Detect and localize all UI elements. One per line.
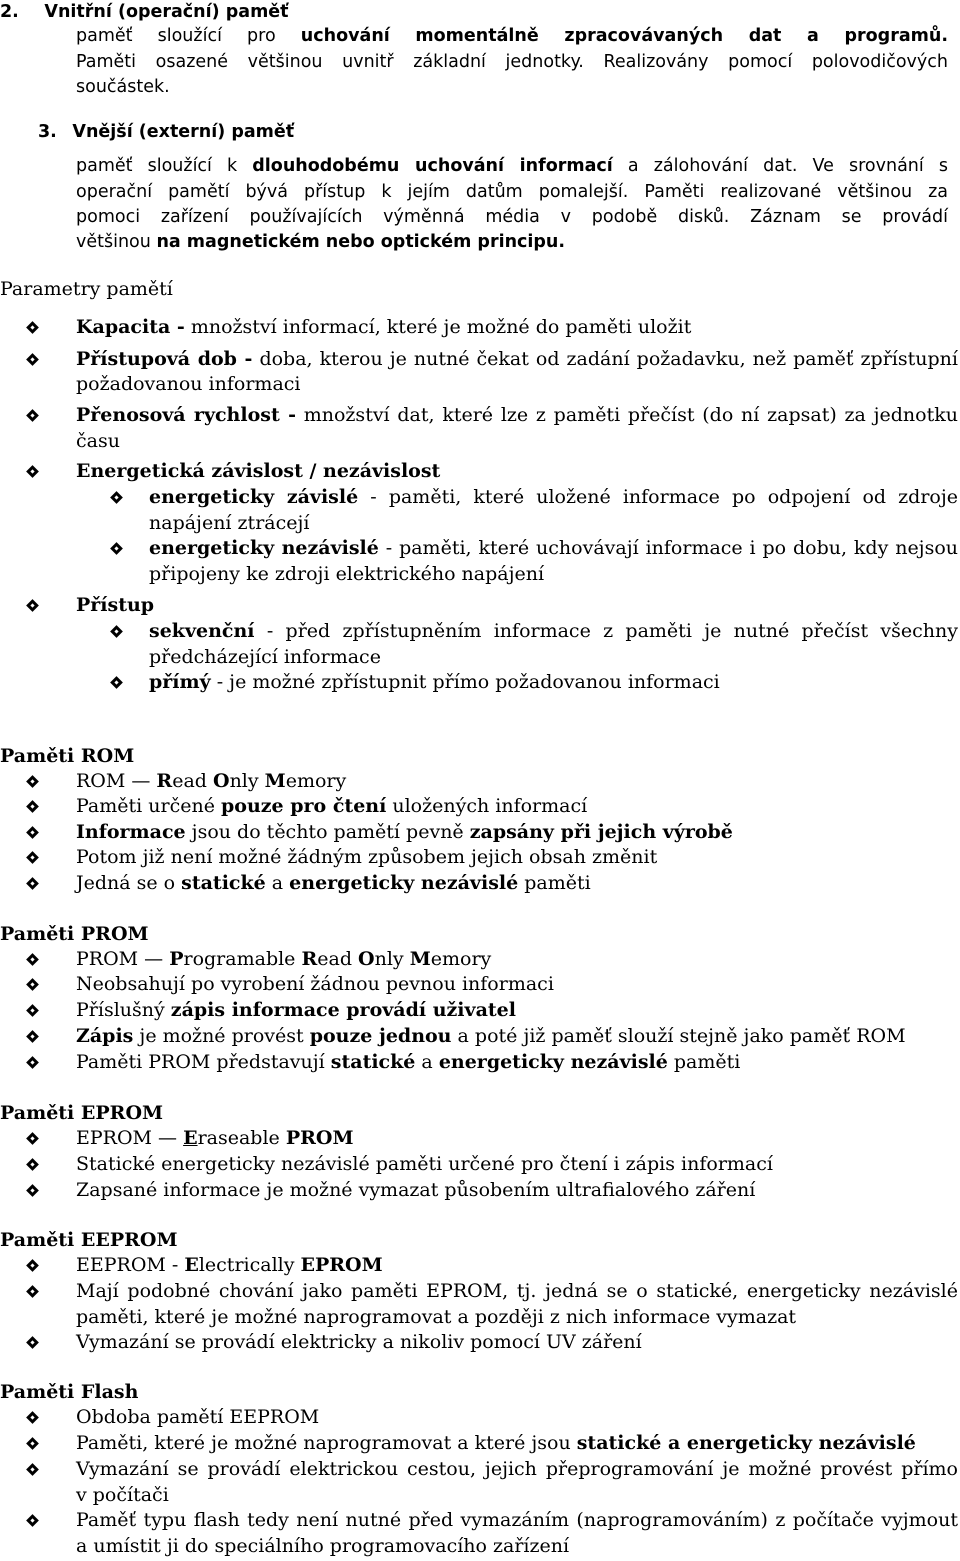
prom-heading: Paměti PROM [0, 923, 149, 945]
diamond-bullet-icon [26, 775, 39, 788]
flash-item-4-cont: a umístit ji do speciálního programovacího zařízení [76, 1535, 570, 1557]
section-2-line-3: součástek. [76, 77, 170, 97]
eprom-item-3: Zapsané informace je možné vymazat působením ultrafialového záření [76, 1179, 756, 1201]
section-3-number: 3. [38, 122, 57, 142]
diamond-bullet-icon [26, 1184, 39, 1197]
section-2-line-2: Paměti osazené většinou uvnitř základní jednotky. Realizovány pomocí polovodičových [76, 52, 948, 72]
diamond-bullet-icon [26, 353, 39, 366]
param-prenosova-rychlost: Přenosová rychlost - množství dat, které lze z paměti přečíst (do ní zapsat) za jednotku [76, 404, 958, 426]
param-pristupova-doba: Přístupová dob - doba, kterou je nutné čekat od zadání požadavku, než paměť zpřístupní [76, 348, 958, 370]
section-3-heading [38, 124, 294, 142]
eeprom-heading: Paměti EEPROM [0, 1229, 178, 1251]
rom-item-3: Informace jsou do těchto pamětí pevně zapsány při jejich výrobě [76, 821, 733, 843]
rom-heading: Paměti ROM [0, 745, 135, 767]
diamond-bullet-icon [26, 1132, 39, 1145]
flash-item-2: Paměti, které je možné naprogramovat a které jsou statické a energeticky nezávislé [76, 1432, 916, 1454]
diamond-bullet-icon [26, 978, 39, 991]
diamond-bullet-icon [26, 1463, 39, 1476]
diamond-bullet-icon [26, 826, 39, 839]
rom-item-5: Jedná se o statické a energeticky nezávislé paměti [76, 872, 591, 894]
diamond-bullet-icon [26, 321, 39, 334]
eeprom-item-2: Mají podobné chování jako paměti EPROM, tj. jedná se o statické, energeticky nezávislé [76, 1280, 958, 1302]
diamond-bullet-icon [26, 1158, 39, 1171]
param-kapacita: Kapacita - množství informací, které je možné do paměti uložit [76, 316, 692, 338]
diamond-bullet-icon [110, 625, 123, 638]
section-3-line-3: pomoci zařízení používajících výměnná média v podobě disků. Záznam se provádí [76, 207, 948, 227]
diamond-bullet-icon [26, 409, 39, 422]
diamond-bullet-icon [26, 1411, 39, 1424]
flash-item-1: Obdoba pamětí EEPROM [76, 1406, 320, 1428]
rom-item-4: Potom již není možné žádným způsobem jejich obsah změnit [76, 846, 658, 868]
section-3-line-2: operační pamětí bývá přístup k jejím datům pomalejší. Paměti realizované většinou za [76, 182, 948, 202]
diamond-bullet-icon [26, 877, 39, 890]
section-3-line-4: většinou na magnetickém nebo optickém principu. [76, 232, 566, 252]
prom-item-3: Příslušný zápis informace provádí uživatel [76, 999, 516, 1021]
param-energ-nezavisle-cont: připojeny ke zdroji elektrického napájení [149, 563, 545, 585]
flash-item-4: Paměť typu flash tedy není nutné před vymazáním (naprogramováním) z počítače vyjmout [76, 1509, 958, 1531]
diamond-bullet-icon [110, 676, 123, 689]
diamond-bullet-icon [26, 1030, 39, 1043]
section-2-heading [0, 4, 289, 22]
eprom-heading: Paměti EPROM [0, 1102, 164, 1124]
diamond-bullet-icon [110, 542, 123, 555]
flash-item-3: Vymazání se provádí elektrickou cestou, jejich přeprogramování je možné provést přímo [76, 1458, 958, 1480]
prom-item-2: Neobsahují po vyrobení žádnou pevnou informaci [76, 973, 554, 995]
diamond-bullet-icon [26, 800, 39, 813]
diamond-bullet-icon [26, 1056, 39, 1069]
param-prenosova-rychlost-cont: času [76, 430, 120, 452]
diamond-bullet-icon [26, 465, 39, 478]
section-2-number: 2. [0, 2, 19, 22]
diamond-bullet-icon [26, 1437, 39, 1450]
rom-item-1: ROM — Read Only Memory [76, 770, 347, 792]
param-energ-nezavisle: energeticky nezávislé - paměti, které uchovávají informace i po dobu, kdy nejsou [149, 537, 958, 559]
param-pristupova-doba-cont: požadovanou informaci [76, 373, 301, 395]
param-primy: přímý - je možné zpřístupnit přímo požadovanou informaci [149, 671, 720, 693]
parametry-heading: Parametry pamětí [0, 278, 173, 300]
param-sekvencni-cont: předcházející informace [149, 646, 381, 668]
section-3-line-1: paměť sloužící k dlouhodobému uchování informací a zálohování dat. Ve srovnání s [76, 156, 948, 176]
rom-item-2: Paměti určené pouze pro čtení uložených informací [76, 795, 588, 817]
eprom-item-2: Statické energeticky nezávislé paměti určené pro čtení i zápis informací [76, 1153, 773, 1175]
eeprom-item-2-cont: paměti, které je možné naprogramovat a později z nich informace vymazat [76, 1306, 797, 1328]
param-sekvencni: sekvenční - před zpřístupněním informace z paměti je nutné přečíst všechny [149, 620, 958, 642]
prom-item-1: PROM — Programable Read Only Memory [76, 948, 492, 970]
param-energ-zavisle: energeticky závislé - paměti, které uložené informace po odpojení od zdroje [149, 486, 958, 508]
diamond-bullet-icon [110, 491, 123, 504]
prom-item-5: Paměti PROM představují statické a energeticky nezávislé paměti [76, 1051, 741, 1073]
diamond-bullet-icon [26, 1285, 39, 1298]
prom-item-4: Zápis je možné provést pouze jednou a poté již paměť slouží stejně jako paměť ROM [76, 1025, 906, 1047]
eprom-item-1: EPROM — Eraseable PROM [76, 1127, 354, 1149]
section-2-title: Vnitřní (operační) paměť [44, 2, 289, 22]
flash-item-3-cont: v počítači [76, 1484, 169, 1506]
flash-heading: Paměti Flash [0, 1381, 139, 1403]
param-energ-zavisle-cont: napájení ztrácejí [149, 512, 310, 534]
diamond-bullet-icon [26, 1514, 39, 1527]
diamond-bullet-icon [26, 1004, 39, 1017]
diamond-bullet-icon [26, 599, 39, 612]
diamond-bullet-icon [26, 953, 39, 966]
section-2-line-1: paměť sloužící pro uchování momentálně zpracovávaných dat a programů. [76, 26, 948, 46]
diamond-bullet-icon [26, 851, 39, 864]
eeprom-item-1: EEPROM - Electrically EPROM [76, 1254, 383, 1276]
diamond-bullet-icon [26, 1336, 39, 1349]
section-3-title: Vnější (externí) paměť [72, 122, 295, 142]
param-energeticka: Energetická závislost / nezávislost [76, 460, 441, 482]
diamond-bullet-icon [26, 1259, 39, 1272]
eeprom-item-3: Vymazání se provádí elektricky a nikoliv pomocí UV záření [76, 1331, 642, 1353]
param-pristup: Přístup [76, 594, 155, 616]
